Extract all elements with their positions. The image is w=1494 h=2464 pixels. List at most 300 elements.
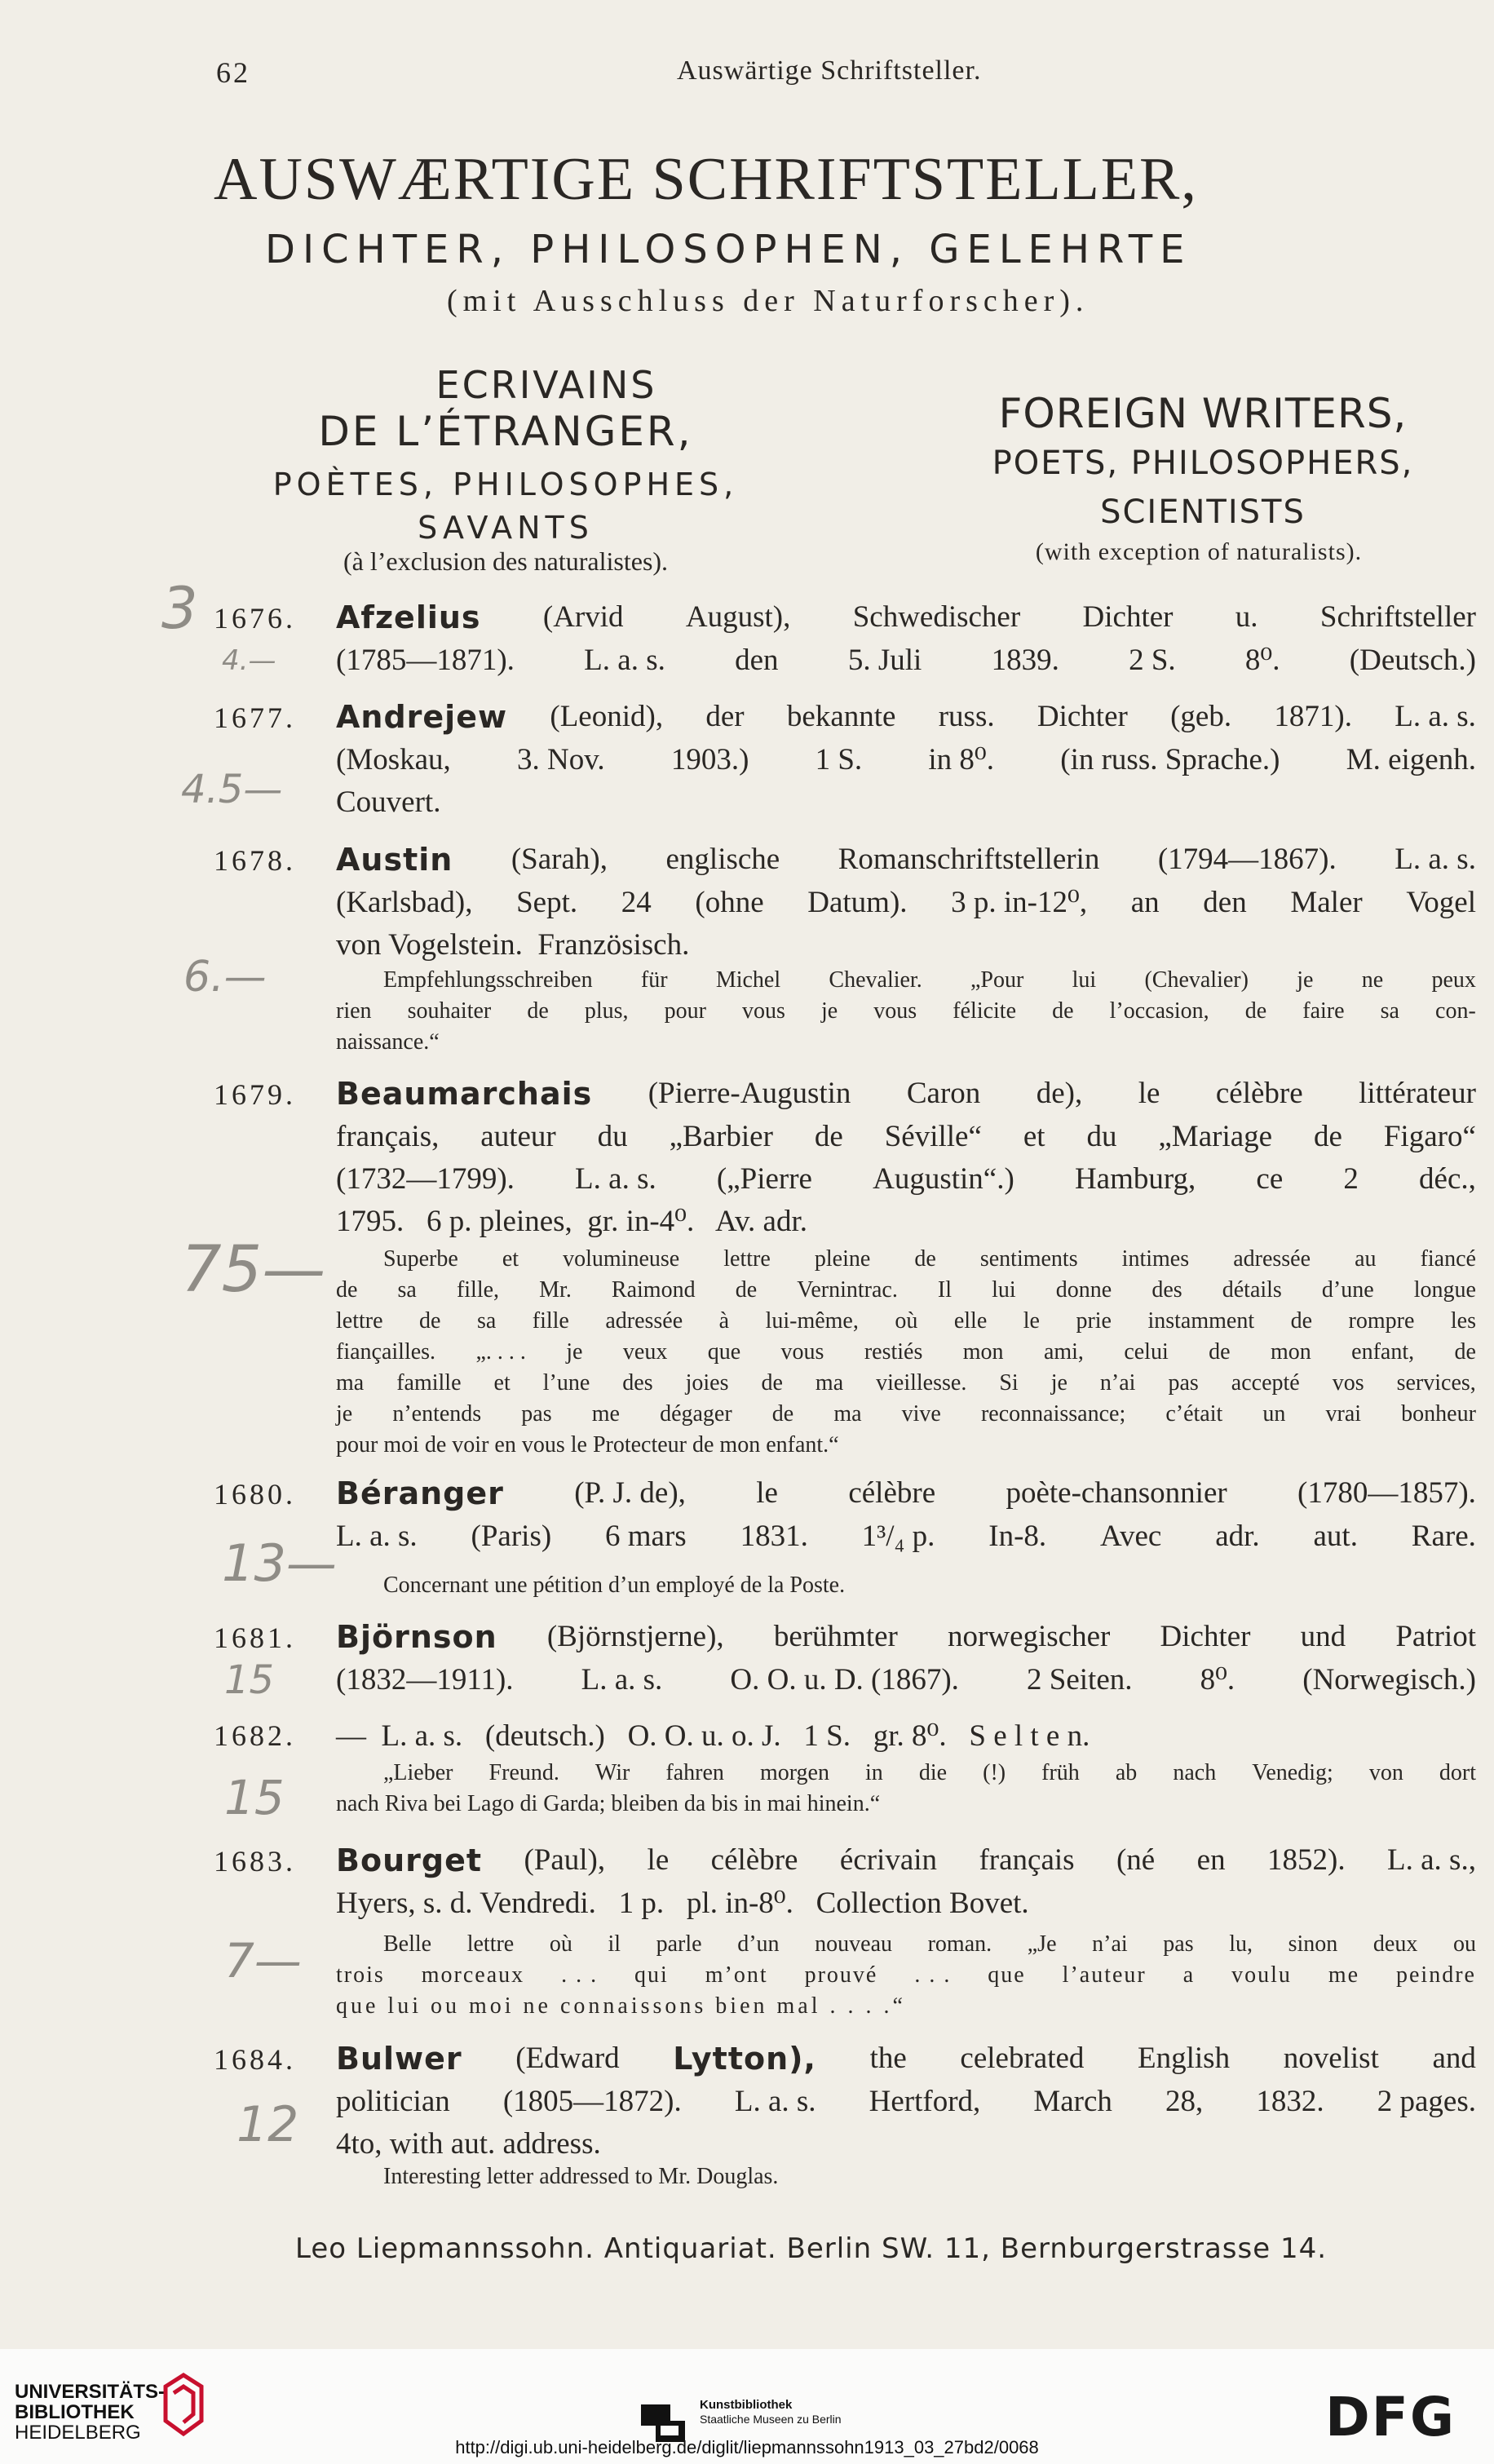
word: russ.	[938, 700, 995, 733]
word: me	[1328, 1962, 1360, 1988]
word: 3. Nov.	[517, 743, 605, 776]
word: (Deutsch.)	[1349, 644, 1476, 677]
entry-number: 1679.	[214, 1078, 296, 1111]
dfg-logo[interactable]: DFG	[1325, 2386, 1456, 2449]
subtitle: DICHTER, PHILOSOPHEN, GELEHRTE	[265, 227, 1192, 272]
word: berühmter	[773, 1620, 898, 1653]
word: (Chevalier)	[1144, 967, 1249, 993]
entry-number: 1677.	[214, 701, 296, 734]
word: bonheur	[1401, 1401, 1476, 1427]
entry-1678	[214, 844, 1476, 960]
word: lu,	[1229, 1931, 1253, 1957]
word: 8⁰.	[1200, 1663, 1235, 1696]
word: (né	[1116, 1843, 1156, 1877]
entry-1684	[214, 2043, 1476, 2159]
word: de),	[1036, 1077, 1083, 1110]
word: Dichter	[1160, 1620, 1251, 1653]
word: 1852).	[1267, 1843, 1346, 1877]
word: où	[895, 1308, 918, 1334]
word: français,	[336, 1120, 440, 1153]
word: Augustin“.)	[873, 1162, 1014, 1196]
pencil-mark: 6.—	[183, 953, 267, 1002]
word: in 8⁰.	[928, 743, 995, 776]
word: nouveau	[815, 1931, 892, 1957]
word: littérateur	[1359, 1077, 1476, 1110]
entry-1681	[214, 1621, 1476, 1695]
entry-name: Béranger	[336, 1475, 504, 1511]
word: accepté	[1231, 1370, 1300, 1396]
word: pour moi de voir en vous le Protecteur de mon enfant.“	[336, 1432, 839, 1458]
english-heading-3: SCIENTISTS	[1100, 493, 1306, 531]
word: Venedig;	[1252, 1760, 1333, 1785]
word: à	[718, 1308, 730, 1334]
word: Hyers, s. d. Vendredi. 1 p. pl. in-8⁰. Collection Bovet.	[336, 1887, 1029, 1920]
word: fille,	[456, 1277, 500, 1303]
entry-line	[336, 599, 1476, 635]
word: de	[1209, 1339, 1231, 1365]
word: Empfehlungsschreiben	[383, 967, 593, 993]
word: plus,	[584, 998, 629, 1024]
entry-note	[336, 1403, 1476, 1426]
word: Chevalier.	[829, 967, 922, 993]
word: morgen	[759, 1760, 829, 1785]
word: lettre	[723, 1246, 771, 1272]
word: nach	[1173, 1760, 1217, 1785]
word: des	[622, 1370, 653, 1396]
running-title: Auswärtige Schriftsteller.	[677, 55, 982, 86]
entry-line	[336, 1164, 1476, 1194]
word: d’une	[1321, 1277, 1374, 1303]
word: 1 S.	[815, 743, 863, 776]
word: 6 mars	[605, 1520, 687, 1553]
word: nach Riva bei Lago di Garda; bleiben da bis in mai hinein.“	[336, 1791, 881, 1816]
word: 2 Seiten.	[1027, 1663, 1133, 1696]
word: Interesting letter addressed to Mr. Douglas.	[383, 2164, 779, 2189]
word: dégager	[660, 1401, 732, 1427]
entry-line	[336, 1619, 1476, 1655]
word: instamment	[1147, 1308, 1255, 1334]
word: vous	[780, 1339, 824, 1365]
word: englische	[665, 843, 780, 876]
word: „Pour	[970, 967, 1024, 993]
word: Schriftsteller	[1319, 600, 1476, 634]
entry-note	[383, 1762, 1476, 1785]
word: intimes	[1121, 1246, 1190, 1272]
word: 28,	[1165, 2085, 1204, 2118]
word: and	[1432, 2042, 1476, 2075]
word: deux	[1372, 1931, 1418, 1957]
word: vous	[742, 998, 785, 1024]
word: donne	[1055, 1277, 1112, 1303]
word: de	[1244, 998, 1267, 1024]
word: services,	[1396, 1370, 1476, 1396]
word: (Björnstjerne),	[546, 1620, 724, 1653]
word: peindre	[1395, 1962, 1476, 1988]
word: a	[1182, 1962, 1196, 1988]
pencil-mark: 15	[224, 1770, 285, 1825]
word: je	[566, 1339, 583, 1365]
page-number: 62	[216, 56, 250, 89]
word: „Lieber	[383, 1760, 453, 1785]
word: dort	[1439, 1760, 1476, 1785]
word: prouvé	[804, 1962, 878, 1988]
word: („Pierre	[716, 1162, 812, 1196]
word: et	[1023, 1120, 1045, 1153]
word: (Sarah),	[511, 843, 608, 876]
entry-number: 1680.	[214, 1478, 296, 1511]
pencil-mark: 13—	[222, 1533, 337, 1593]
entry-line	[336, 1721, 1476, 1751]
entry-line	[336, 1475, 1476, 1511]
word: Caron	[906, 1077, 981, 1110]
word: Maler	[1290, 886, 1363, 919]
word: 4to, with aut. address.	[336, 2127, 601, 2161]
word: ou	[1452, 1931, 1476, 1957]
word: (Arvid	[542, 600, 624, 634]
word: Avec	[1100, 1520, 1162, 1553]
word: vos	[1332, 1370, 1364, 1396]
entry-name: Lytton),	[673, 2041, 816, 2077]
word: (in russ. Sprache.)	[1060, 743, 1280, 776]
entry-line	[336, 699, 1476, 735]
word: Il	[937, 1277, 953, 1303]
entry-note	[336, 1000, 1476, 1023]
word: (1785—1871).	[336, 644, 515, 677]
word: fiançailles.	[336, 1339, 436, 1365]
word: In-8.	[988, 1520, 1047, 1553]
french-heading-note: (à l’exclusion des naturalistes).	[343, 546, 669, 576]
word: Wir	[595, 1760, 630, 1785]
word: trois	[336, 1962, 385, 1988]
entry-name: Afzelius	[336, 599, 481, 635]
entry-line	[336, 1206, 1476, 1236]
word: de	[1052, 998, 1074, 1024]
word: les	[1450, 1308, 1476, 1334]
word: pas	[1163, 1931, 1194, 1957]
word: et	[493, 1370, 511, 1396]
logo-text: UNIVERSITÄTS-	[15, 2381, 166, 2403]
word: je	[821, 998, 838, 1024]
word: vrai	[1325, 1401, 1362, 1427]
english-heading-2: POETS, PHILOSOPHERS,	[992, 445, 1414, 482]
word: aut.	[1313, 1520, 1358, 1553]
word: (1832—1911).	[336, 1663, 514, 1696]
word: sentiments	[979, 1246, 1078, 1272]
word: Superbe	[383, 1246, 458, 1272]
entry-number: 1682.	[214, 1719, 296, 1752]
word: détails	[1222, 1277, 1282, 1303]
word: de	[1454, 1339, 1476, 1365]
word: L. a. s.	[1395, 700, 1476, 733]
word: L. a. s.	[575, 1162, 656, 1196]
word: 2 pages.	[1377, 2085, 1476, 2118]
word: Hamburg,	[1074, 1162, 1196, 1196]
word: célèbre	[710, 1843, 798, 1877]
word: Raimond	[611, 1277, 696, 1303]
entry-number: 1684.	[214, 2043, 296, 2076]
entry-note	[336, 1372, 1476, 1395]
word: (geb.	[1170, 700, 1232, 733]
entry-line	[336, 1521, 1476, 1551]
word: O. O. u. D. (1867).	[730, 1663, 959, 1696]
entry-number: 1681.	[214, 1621, 296, 1654]
entry-name: Beaumarchais	[336, 1076, 593, 1112]
word: adr.	[1215, 1520, 1260, 1553]
word: 1839.	[991, 644, 1059, 677]
word: ce	[1256, 1162, 1284, 1196]
word: famille	[396, 1370, 462, 1396]
word: joies	[685, 1370, 729, 1396]
word: Vogel	[1406, 886, 1476, 919]
pencil-mark: 7—	[224, 1933, 302, 1988]
word: pleine	[814, 1246, 871, 1272]
word: célèbre	[1215, 1077, 1303, 1110]
word: Sept.	[516, 886, 578, 919]
word: ma	[815, 1370, 844, 1396]
word: (!)	[983, 1760, 1006, 1785]
word: de	[735, 1277, 758, 1303]
entry-name: Bulwer	[336, 2041, 462, 2077]
word: je	[1050, 1370, 1067, 1396]
logo-text: BIBLIOTHEK	[15, 2401, 135, 2424]
word: du	[597, 1120, 628, 1153]
word: de	[914, 1246, 936, 1272]
word: March	[1033, 2085, 1112, 2118]
entry-line	[336, 1665, 1476, 1695]
word: 1³/₄ p.	[861, 1520, 935, 1553]
word: adressée	[1233, 1246, 1311, 1272]
word: . . .	[561, 1962, 599, 1988]
word: pas	[521, 1401, 552, 1427]
pencil-mark: 75—	[181, 1233, 326, 1307]
word: (Paris)	[471, 1520, 552, 1553]
word: rompre	[1348, 1308, 1415, 1334]
ub-emblem-icon	[159, 2372, 210, 2437]
word: (Leonid),	[550, 700, 664, 733]
word: souhaiter	[407, 998, 492, 1024]
word: reconnaissance;	[980, 1401, 1126, 1427]
pencil-mark: 15	[224, 1657, 275, 1703]
word: vive	[901, 1401, 941, 1427]
word: 8⁰.	[1244, 644, 1280, 677]
word: den	[1203, 886, 1247, 919]
word: auteur	[480, 1120, 556, 1153]
french-heading-3: POÈTES, PHILOSOPHES,	[272, 467, 739, 502]
entry-name: Bourget	[336, 1842, 483, 1878]
entry-line	[336, 842, 1476, 878]
entry-note	[336, 1310, 1476, 1333]
word: prie	[1076, 1308, 1112, 1334]
word: veux	[622, 1339, 668, 1365]
entry-note	[336, 1031, 440, 1054]
word: Couvert.	[336, 785, 441, 819]
word: (ohne	[695, 886, 764, 919]
word: celebrated	[960, 2042, 1085, 2075]
word: English	[1138, 2042, 1231, 2075]
word: novelist	[1283, 2042, 1379, 2075]
publisher-footer: Leo Liepmannssohn. Antiquariat. Berlin SW. 11, Bernburgerstrasse 14.	[295, 2232, 1328, 2265]
word: l’occasion,	[1109, 998, 1209, 1024]
word: le	[1138, 1077, 1160, 1110]
word: c’était	[1165, 1401, 1223, 1427]
entry-note	[336, 1995, 906, 2018]
word: lui-même,	[765, 1308, 859, 1334]
entry-1676	[214, 599, 1476, 677]
word: August),	[685, 600, 791, 634]
pencil-mark: 3	[161, 575, 198, 642]
word: lettre	[336, 1308, 383, 1334]
word: Mr.	[539, 1277, 572, 1303]
entry-line	[336, 1842, 1476, 1878]
entry-note	[383, 969, 1476, 992]
entry-note	[383, 1248, 1476, 1271]
entry-line	[336, 887, 1476, 918]
word: (1780—1857).	[1297, 1476, 1476, 1510]
word: für	[640, 967, 668, 993]
word: je	[336, 1401, 353, 1427]
word: u.	[1235, 600, 1258, 634]
word: mon	[962, 1339, 1004, 1365]
word: an	[1130, 886, 1160, 919]
word: Rare.	[1411, 1520, 1476, 1553]
word: le	[756, 1476, 778, 1510]
word: naissance.“	[336, 1029, 440, 1055]
word: L. a. s.	[584, 644, 665, 677]
word: (Paul),	[524, 1843, 606, 1877]
word: de	[814, 1120, 843, 1153]
word: Dichter	[1082, 600, 1174, 634]
word: Dichter	[1037, 700, 1128, 733]
word: (Pierre-Augustin	[648, 1077, 851, 1110]
english-heading-1: FOREIGN WRITERS,	[998, 390, 1408, 437]
word: de	[527, 998, 549, 1024]
entry-number: 1678.	[214, 844, 296, 877]
french-heading-1: ECRIVAINS	[435, 363, 657, 407]
word: me	[591, 1401, 620, 1427]
word: Romanschriftstellerin	[838, 843, 1100, 876]
word: die	[918, 1760, 948, 1785]
word: ma	[336, 1370, 365, 1396]
word: restiés	[864, 1339, 923, 1365]
entry-line	[336, 1076, 1476, 1112]
entry-note	[383, 2165, 778, 2188]
word: 1903.)	[670, 743, 749, 776]
word: L. a. s.	[581, 1663, 663, 1696]
word: 5. Juli	[847, 644, 922, 677]
word: l’une	[542, 1370, 590, 1396]
word: en	[1196, 1843, 1226, 1877]
word: félicite	[953, 998, 1017, 1024]
word: 2 S.	[1129, 644, 1176, 677]
entry-line	[336, 2129, 1476, 2159]
word: poète-chansonnier	[1006, 1476, 1227, 1510]
word: que	[707, 1339, 741, 1365]
word: „. . . .	[475, 1339, 526, 1365]
word: rien	[336, 998, 372, 1024]
word: Datum).	[807, 886, 908, 919]
word: d’un	[737, 1931, 780, 1957]
word: in	[865, 1760, 883, 1785]
word: (Edward	[515, 2042, 620, 2075]
entry-1677	[214, 701, 1476, 817]
word: que	[988, 1962, 1026, 1988]
entry-number: 1676.	[214, 602, 296, 635]
ub-heidelberg-logo[interactable]	[15, 2382, 165, 2444]
word: il	[608, 1931, 621, 1957]
word: vieillesse.	[876, 1370, 967, 1396]
word: L. a. s.	[336, 1520, 418, 1553]
word: des	[1151, 1277, 1182, 1303]
word: de	[1290, 1308, 1313, 1334]
word: 24	[621, 886, 652, 919]
word: un	[1262, 1401, 1286, 1427]
word: Si	[999, 1370, 1019, 1396]
word: con-	[1435, 998, 1476, 1024]
word: norwegischer	[948, 1620, 1111, 1653]
entry-line	[336, 745, 1476, 775]
word: lui	[1072, 967, 1097, 993]
word: elle	[953, 1308, 988, 1334]
word: je	[1297, 967, 1314, 993]
word: n’ai	[1092, 1931, 1128, 1957]
entry-note	[336, 1279, 1476, 1302]
word: parle	[656, 1931, 702, 1957]
word: Concernant une pétition d’un employé de la Poste.	[383, 1573, 846, 1598]
word: ami,	[1043, 1339, 1084, 1365]
entry-1683	[214, 1842, 1476, 1920]
entry-line	[336, 930, 1476, 960]
word: . . .	[914, 1962, 952, 1988]
entry-name: Andrejew	[336, 699, 508, 735]
word: ne	[1361, 967, 1384, 993]
word: l’auteur	[1062, 1962, 1147, 1988]
word: morceaux	[421, 1962, 525, 1988]
word: sa	[397, 1277, 417, 1303]
word: sinon	[1288, 1931, 1338, 1957]
word: Séville“	[884, 1120, 982, 1153]
word: lettre	[466, 1931, 515, 1957]
word: von	[1368, 1760, 1403, 1785]
pencil-mark: 4.5—	[181, 767, 283, 812]
word: (1794—1867).	[1157, 843, 1337, 876]
entry-note	[336, 1341, 1476, 1364]
entry-note	[336, 1793, 880, 1816]
word: au	[1355, 1246, 1377, 1272]
word: de	[419, 1308, 441, 1334]
permalink-url[interactable]: http://digi.ub.uni-heidelberg.de/diglit/liepmannssohn1913_03_27bd2/0068	[455, 2437, 1039, 2457]
word: Vernintrac.	[797, 1277, 898, 1303]
word: sa	[1380, 998, 1399, 1024]
word: le	[1023, 1308, 1040, 1334]
word: Freund.	[488, 1760, 559, 1785]
word: M. eigenh.	[1346, 743, 1476, 776]
word: 1795. 6 p. pleines, gr. in-4⁰. Av. adr.	[336, 1205, 807, 1238]
word: fahren	[665, 1760, 724, 1785]
word: de	[1314, 1120, 1342, 1153]
word: L. a. s.,	[1387, 1843, 1476, 1877]
entry-name: Björnson	[336, 1619, 497, 1655]
kunstbibliothek-logo[interactable]	[700, 2398, 842, 2426]
word: pour	[664, 998, 706, 1024]
word: (1805—1872).	[502, 2085, 682, 2118]
french-heading-2: DE L’ÉTRANGER,	[318, 408, 693, 455]
word: déc.,	[1419, 1162, 1476, 1196]
word: Patriot	[1395, 1620, 1476, 1653]
word: und	[1300, 1620, 1346, 1653]
title-note: (mit Ausschluss der Naturforscher).	[447, 284, 1090, 318]
word: Belle	[383, 1931, 432, 1957]
entry-note	[383, 1933, 1476, 1956]
